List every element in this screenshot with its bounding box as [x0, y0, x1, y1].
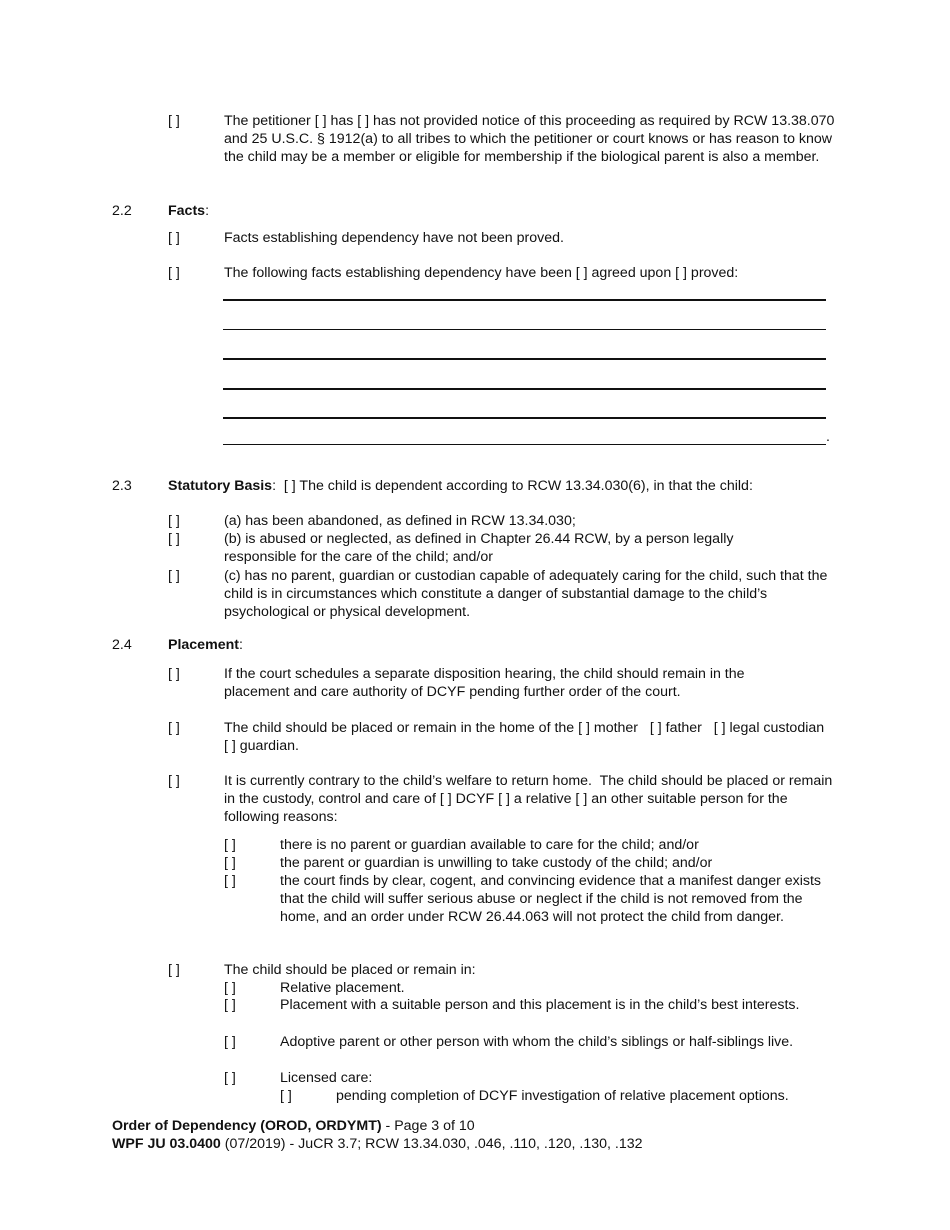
placement-remain-in-checkbox[interactable]: [ ] — [168, 962, 180, 978]
option-adoptive-parent-checkbox[interactable]: [ ] — [224, 1034, 236, 1050]
placement-home-checkbox[interactable]: [ ] — [168, 720, 180, 736]
footer-form-citation: (07/2019) - JuCR 3.7; RCW 13.34.030, .046, .110, .120, .130, .132 — [220, 1136, 643, 1152]
licensed-care-pending-text: pending completion of DCYF investigation of relative placement options. — [336, 1088, 789, 1104]
section-heading-statutory — [168, 477, 753, 495]
statutory-item-b-text: (b) is abused or neglected, as defined in Chapter 26.44 RCW, by a person legally responsible for the care of the child; and/or — [224, 531, 734, 565]
facts-blank-line[interactable] — [223, 417, 826, 419]
section-number-facts: 2.2 — [112, 203, 132, 219]
option-adoptive-parent-text: Adoptive parent or other person with whom the child’s siblings or half-siblings live. — [280, 1034, 794, 1050]
notice-text: The petitioner [ ] has [ ] has not provided notice of this proceeding as required by RCW 13.38.070 and 25 U.S.C. § 1912(a) to all tribes to which the petitioner or court knows or has reason to know the child may be a member or eligible for membership if the biological parent is also a member. — [224, 113, 835, 165]
placement-remain-in-text: The child should be placed or remain in: — [224, 962, 476, 978]
statutory-item-b-checkbox[interactable]: [ ] — [168, 531, 180, 547]
facts-not-proved-checkbox[interactable]: [ ] — [168, 230, 180, 246]
facts-blank-line[interactable] — [223, 329, 826, 330]
licensed-care-pending-checkbox[interactable]: [ ] — [280, 1088, 292, 1104]
footer-form-bold: WPF JU 03.0400 — [112, 1136, 221, 1152]
option-relative-checkbox[interactable]: [ ] — [224, 980, 236, 996]
reason-no-parent-checkbox[interactable]: [ ] — [224, 837, 236, 853]
placement-contrary-checkbox[interactable]: [ ] — [168, 773, 180, 789]
facts-blank-line[interactable] — [223, 388, 826, 390]
section-heading-placement — [168, 636, 243, 654]
option-licensed-care-text: Licensed care: — [280, 1070, 373, 1086]
placement-separate-hearing-text: If the court schedules a separate disposition hearing, the child should remain in the placement and care authority of DCYF pending further order of the court. — [224, 666, 745, 700]
placement-home-text: The child should be placed or remain in the home of the [ ] mother [ ] father [ ] legal custodian [ ] guardian. — [224, 720, 836, 754]
section-number-statutory: 2.3 — [112, 478, 132, 494]
placement-heading-colon: : — [238, 637, 243, 653]
option-suitable-person-checkbox[interactable]: [ ] — [224, 997, 236, 1013]
facts-end-period: . — [826, 429, 830, 445]
option-suitable-person-text: Placement with a suitable person and this placement is in the child’s best interests. — [280, 997, 800, 1013]
footer-title — [112, 1117, 475, 1135]
reason-unwilling-text: the parent or guardian is unwilling to take custody of the child; and/or — [280, 855, 713, 871]
section-heading-facts — [168, 202, 209, 220]
footer-form-id — [112, 1135, 643, 1153]
facts-heading-colon: : — [205, 203, 210, 219]
facts-blank-line[interactable] — [223, 299, 826, 301]
statutory-heading-label: Statutory Basis — [168, 478, 273, 494]
facts-proved-checkbox[interactable]: [ ] — [168, 265, 180, 281]
footer-title-bold: Order of Dependency (OROD, ORDYMT) — [112, 1118, 382, 1134]
facts-not-proved-text: Facts establishing dependency have not been proved. — [224, 230, 564, 246]
placement-separate-hearing-checkbox[interactable]: [ ] — [168, 666, 180, 682]
option-licensed-care-checkbox[interactable]: [ ] — [224, 1070, 236, 1086]
facts-blank-line[interactable] — [223, 444, 826, 445]
facts-proved-text: The following facts establishing dependency have been [ ] agreed upon [ ] proved: — [224, 265, 739, 281]
statutory-item-c-checkbox[interactable]: [ ] — [168, 568, 180, 584]
notice-checkbox[interactable]: [ ] — [168, 113, 180, 129]
statutory-item-c-text: (c) has no parent, guardian or custodian capable of adequately caring for the child, such that the child is in circumstances which constitute a danger of substantial damage to the child’s psychological or physical development. — [224, 568, 828, 620]
statutory-intro-text: : [ ] The child is dependent according to RCW 13.34.030(6), in that the child: — [272, 478, 753, 494]
option-relative-text: Relative placement. — [280, 980, 405, 996]
placement-contrary-text: It is currently contrary to the child’s welfare to return home. The child should be placed or remain in the custody, control and care of [ ] DCYF [ ] a relative [ ] an other suitable person for the following reasons: — [224, 773, 837, 825]
footer-page-number: - Page 3 of 10 — [381, 1118, 475, 1134]
placement-heading-label: Placement — [168, 637, 239, 653]
reason-unwilling-checkbox[interactable]: [ ] — [224, 855, 236, 871]
statutory-item-a-text: (a) has been abandoned, as defined in RCW 13.34.030; — [224, 513, 576, 529]
facts-blank-line[interactable] — [223, 358, 826, 360]
section-number-placement: 2.4 — [112, 637, 132, 653]
statutory-item-a-checkbox[interactable]: [ ] — [168, 513, 180, 529]
reason-manifest-danger-checkbox[interactable]: [ ] — [224, 873, 236, 889]
reason-manifest-danger-text: the court finds by clear, cogent, and convincing evidence that a manifest danger exists that the child will suffer serious abuse or neglect if the child is not removed from the home, and an order under RCW 26.44.063 will not protect the child from danger. — [280, 873, 822, 925]
reason-no-parent-text: there is no parent or guardian available to care for the child; and/or — [280, 837, 699, 853]
facts-heading-label: Facts — [168, 203, 206, 219]
